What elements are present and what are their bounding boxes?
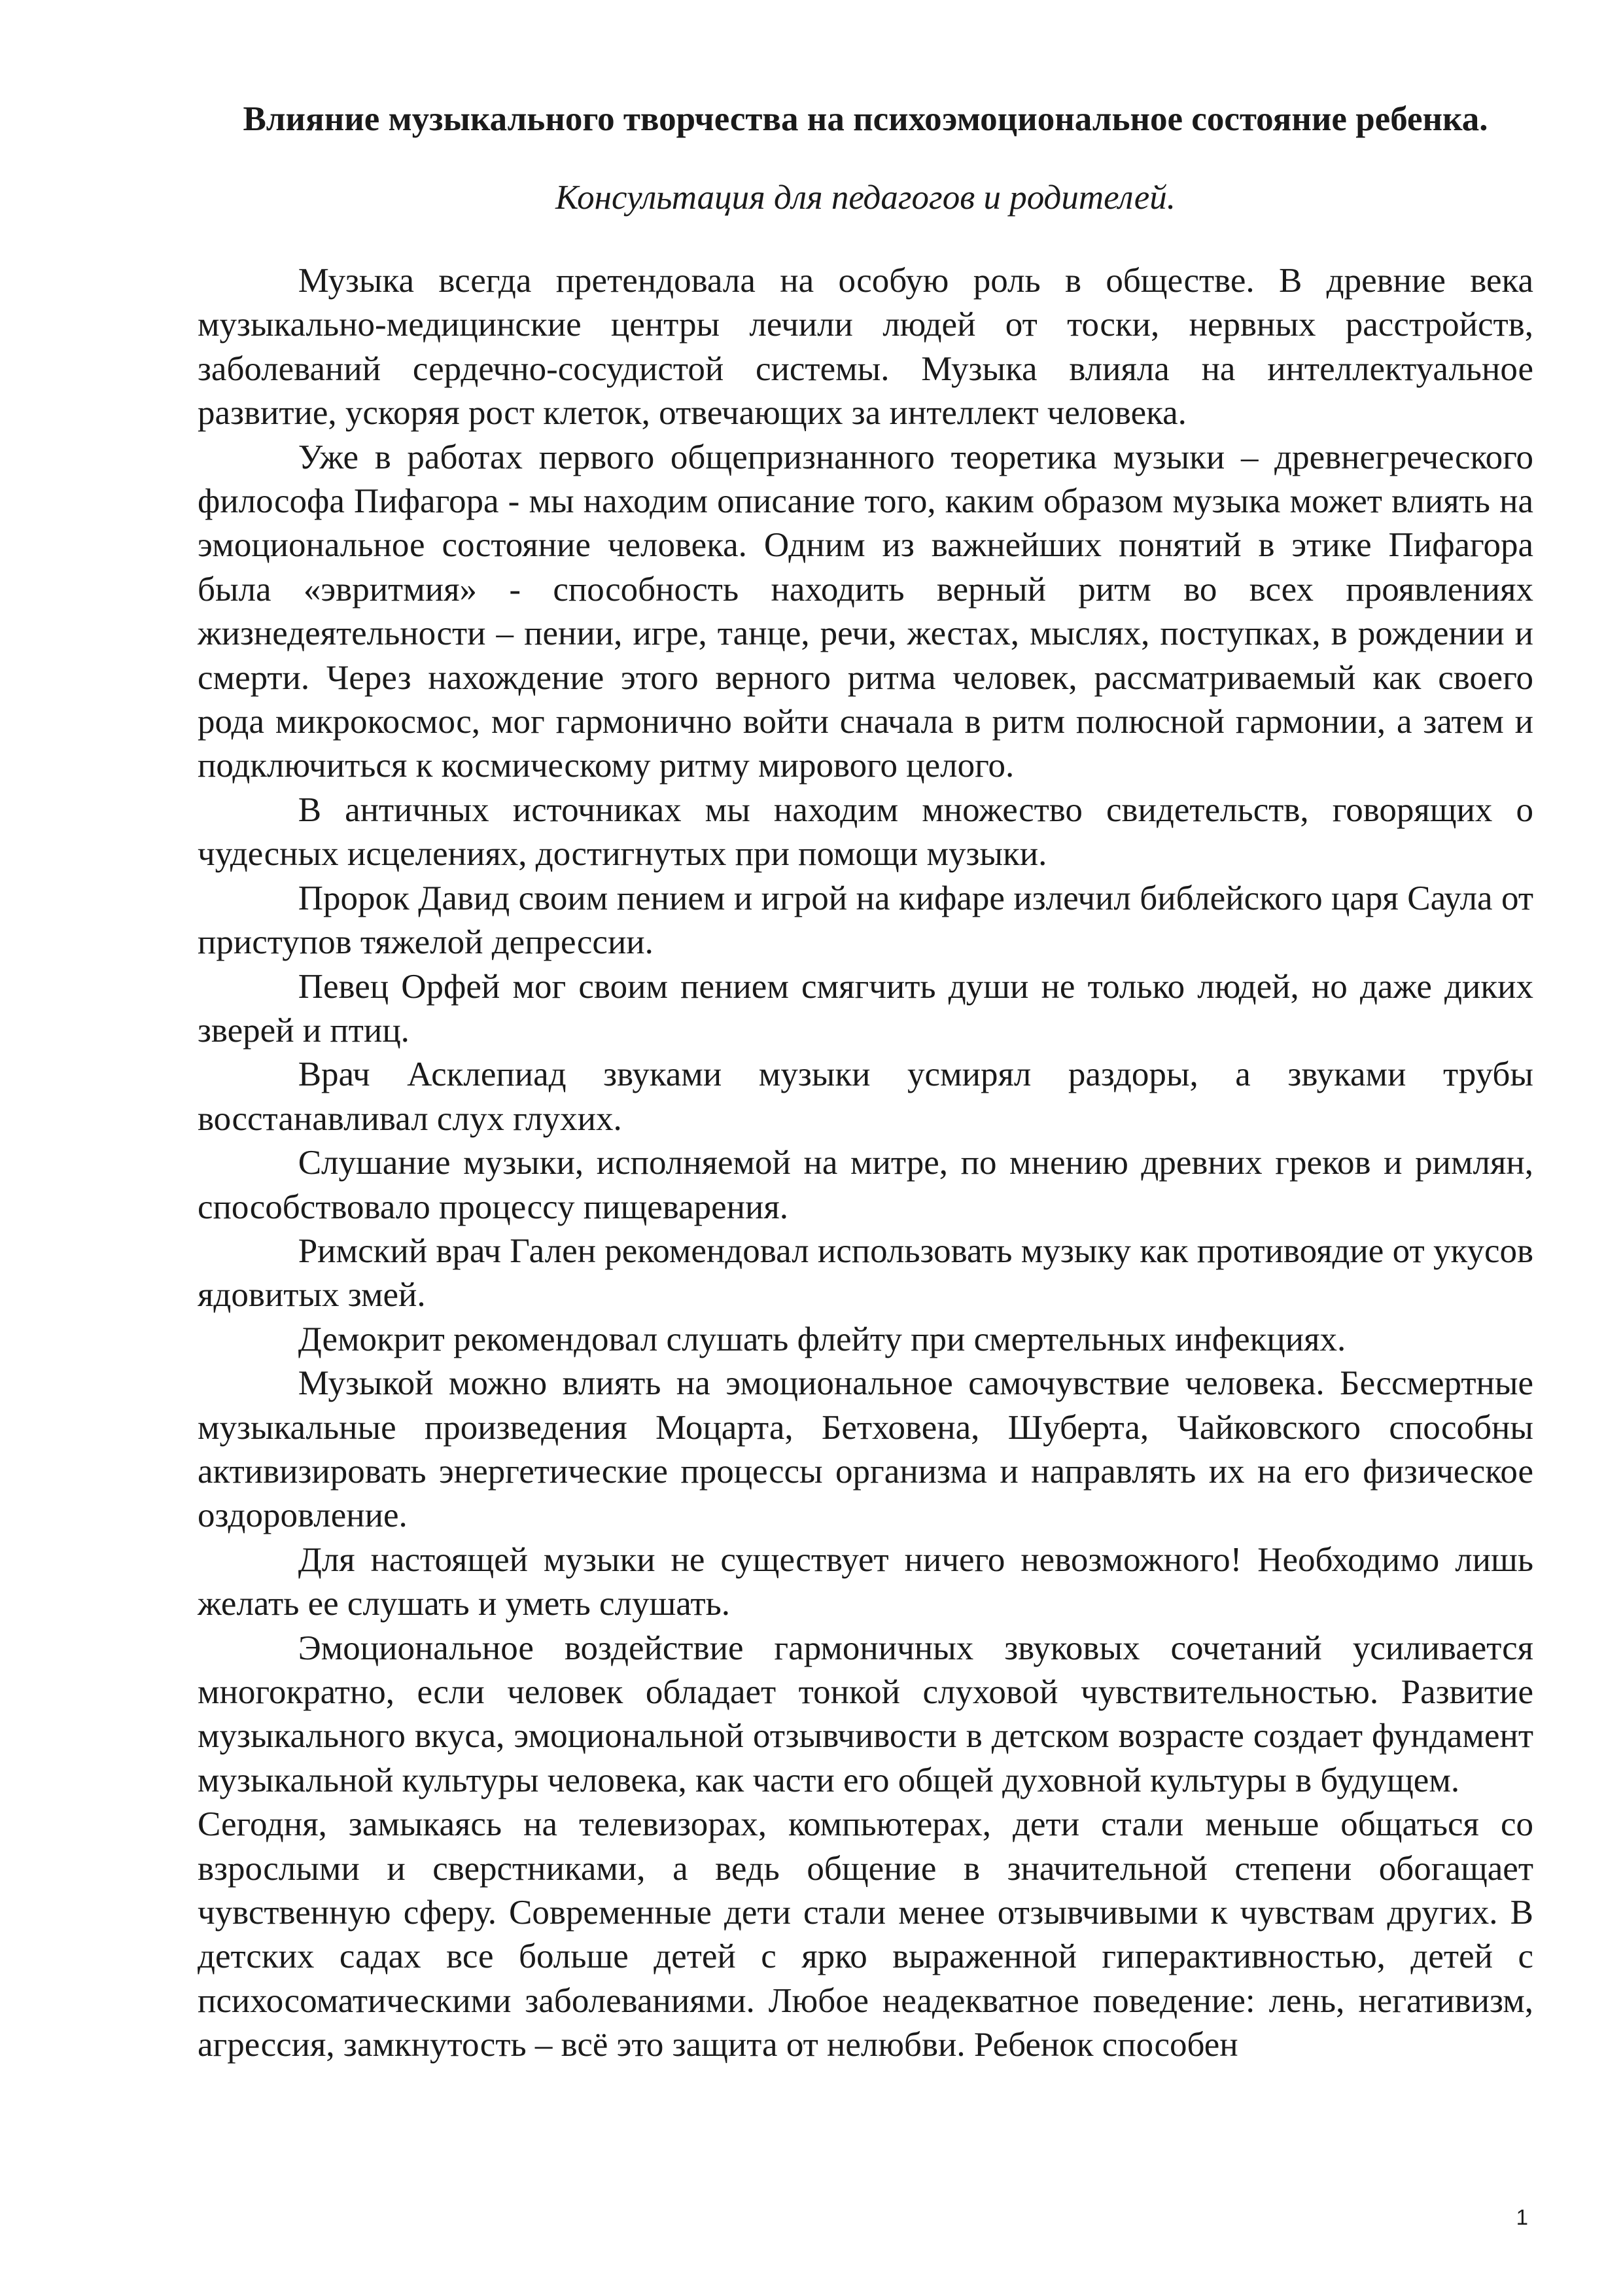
paragraph: Слушание музыки, исполняемой на митре, по мнению древних греков и римлян, способствовало процессу пищеварения. xyxy=(198,1144,1533,1226)
paragraph: Пророк Давид своим пением и игрой на кифаре излечил библейского царя Саула от приступов тяжелой депрессии. xyxy=(198,879,1533,962)
paragraph: Музыкой можно влиять на эмоциональное самочувствие человека. Бессмертные музыкальные произведения Моцарта, Бетховена, Шуберта, Чайковского способны активизировать энергетические процессы организма и направлять их на его физическое оздоровление. xyxy=(198,1364,1533,1535)
paragraph: Эмоциональное воздействие гармоничных звуковых сочетаний усиливается многократно, если человек обладает тонкой слуховой чувствительностью. Развитие музыкального вкуса, эмоциональной отзывчивости в детском возрасте создает фундамент музыкальной культуры человека, как части его общей духовной культуры в будущем. xyxy=(198,1629,1533,1799)
paragraph: Римский врач Гален рекомендовал использовать музыку как противоядие от укусов ядовитых змей. xyxy=(198,1231,1533,1315)
paragraph: Певец Орфей мог своим пением смягчить души не только людей, но даже диких зверей и птиц. xyxy=(198,967,1533,1050)
page-content xyxy=(198,97,1533,2068)
document-subtitle: Консультация для педагогов и родителей. xyxy=(555,179,1176,217)
paragraph: Врач Асклепиад звуками музыки усмирял раздоры, а звуками трубы восстанавливал слух глухих. xyxy=(198,1055,1533,1138)
page-number: 1 xyxy=(1516,2205,1528,2229)
paragraph: В античных источниках мы находим множество свидетельств, говорящих о чудесных исцелениях, достигнутых при помощи музыки. xyxy=(198,790,1533,874)
document-title: Влияние музыкального творчества на психоэмоциональное состояние ребенка. xyxy=(243,100,1488,138)
paragraph: Уже в работах первого общепризнанного теоретика музыки – древнегреческого философа Пифагора - мы находим описание того, каким образом музыка может влиять на эмоциональное состояние человека. Одним из важнейших понятий в этике Пифагора была «эвритмия» - способность находить верный ритм во всех проявлениях жизнедеятельности – пении, игре, танце, речи, жестах, мыслях, поступках, в рождении и смерти. Через нахождение этого верного ритма человек, рассматриваемый как своего рода микрокосмос, мог гармонично войти сначала в ритм полюсной гармонии, а затем и подключиться к космическому ритму мирового целого. xyxy=(198,438,1533,785)
body-text xyxy=(198,259,1533,2068)
paragraph: Сегодня, замыкаясь на телевизорах, компьютерах, дети стали меньше общаться со взрослыми и сверстниками, а ведь общение в значительной степени обогащает чувственную сферу. Современные дети стали менее отзывчивыми к чувствам других. В детских садах все больше детей с ярко выраженной гиперактивностью, детей с психосоматическими заболеваниями. Любое неадекватное поведение: лень, негативизм, агрессия, замкнутость – всё это защита от нелюбви. Ребенок способен xyxy=(198,1805,1533,2064)
paragraph: Для настоящей музыки не существует ничего невозможного! Необходимо лишь желать ее слушать и уметь слушать. xyxy=(198,1540,1533,1623)
paragraph: Демокрит рекомендовал слушать флейту при смертельных инфекциях. xyxy=(298,1320,1346,1358)
paragraph: Музыка всегда претендовала на особую роль в обществе. В древние века музыкально-медицинские центры лечили людей от тоски, нервных расстройств, заболеваний сердечно-сосудистой системы. Музыка влияла на интеллектуальное развитие, ускоряя рост клеток, отвечающих за интеллект человека. xyxy=(198,262,1533,433)
